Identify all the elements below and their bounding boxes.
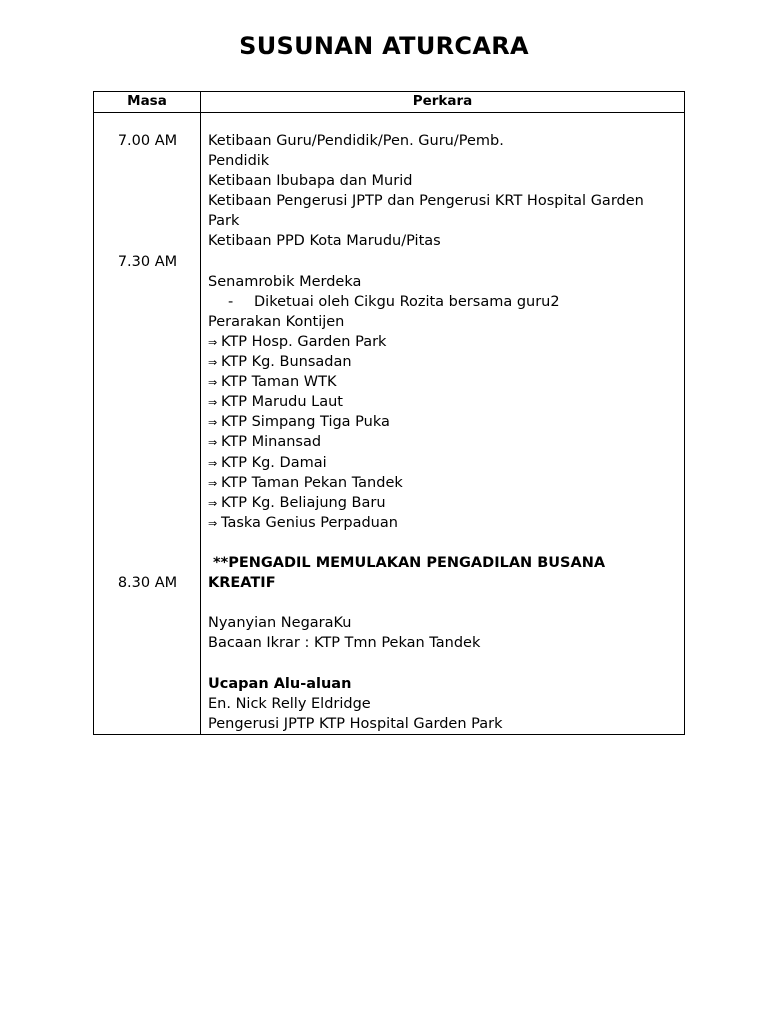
line-pendidik: Pendidik xyxy=(208,153,270,170)
line-ketibaan-pengerusi: Ketibaan Pengerusi JPTP dan Pengerusi KRT Hospital Garden xyxy=(208,193,644,210)
arrow-icon: ⇒ xyxy=(208,476,218,490)
time-7-30: 7.30 AM xyxy=(117,254,178,270)
arrow-icon: ⇒ xyxy=(208,496,218,510)
line-speaker-name: En. Nick Relly Eldridge xyxy=(208,695,371,712)
line-kreatif: KREATIF xyxy=(208,575,276,592)
line-ketibaan-ibubapa: Ketibaan Ibubapa dan Murid xyxy=(208,173,413,190)
schedule-row xyxy=(94,113,685,735)
arrow-icon: ⇒ xyxy=(208,376,218,390)
arrow-icon: ⇒ xyxy=(208,356,218,370)
line-senamrobik: Senamrobik Merdeka xyxy=(208,273,362,290)
kontijen-item: ⇒ KTP Kg. Beliajung Baru xyxy=(208,493,680,513)
blank-line xyxy=(208,252,680,272)
kontijen-item: ⇒ KTP Kg. Bunsadan xyxy=(208,352,680,372)
perkara-cell xyxy=(201,113,685,735)
kontijen-item: ⇒ KTP Taman Pekan Tandek xyxy=(208,473,680,493)
arrow-icon: ⇒ xyxy=(208,335,218,349)
masa-cell xyxy=(94,113,201,735)
arrow-icon: ⇒ xyxy=(208,396,218,410)
line-speaker-role: Pengerusi JPTP KTP Hospital Garden Park xyxy=(208,715,503,732)
kontijen-item: ⇒ KTP Simpang Tiga Puka xyxy=(208,412,680,432)
time-7-00: 7.00 AM xyxy=(117,133,178,149)
arrow-icon: ⇒ xyxy=(208,516,218,530)
diketuai-text: Diketuai oleh Cikgu Rozita bersama guru2 xyxy=(254,293,560,310)
blank-line xyxy=(208,653,680,673)
line-ucapan: Ucapan Alu-aluan xyxy=(208,675,352,692)
arrow-icon: ⇒ xyxy=(208,416,218,430)
blank-line xyxy=(208,533,680,553)
perkara-lines xyxy=(208,131,680,734)
blank-line xyxy=(208,593,680,613)
kontijen-item: ⇒ KTP Marudu Laut xyxy=(208,392,680,412)
schedule-table xyxy=(93,91,685,735)
line-ketibaan-guru: Ketibaan Guru/Pendidik/Pen. Guru/Pemb. xyxy=(208,133,504,149)
header-masa: Masa xyxy=(94,92,201,113)
kontijen-item: ⇒ KTP Minansad xyxy=(208,432,680,452)
arrow-icon: ⇒ xyxy=(208,436,218,450)
line-bacaan-ikrar: Bacaan Ikrar : KTP Tmn Pekan Tandek xyxy=(208,635,481,652)
page-title: SUSUNAN ATURCARA xyxy=(239,32,529,60)
header-perkara: Perkara xyxy=(201,92,685,113)
line-perarakan: Perarakan Kontijen xyxy=(208,313,345,330)
line-ketibaan-ppd: Ketibaan PPD Kota Marudu/Pitas xyxy=(208,233,441,250)
kontijen-item: ⇒ KTP Taman WTK xyxy=(208,372,680,392)
line-pengadil: **PENGADIL MEMULAKAN PENGADILAN BUSANA xyxy=(208,554,606,571)
kontijen-item: ⇒ Taska Genius Perpaduan xyxy=(208,513,680,533)
arrow-icon: ⇒ xyxy=(208,456,218,470)
time-8-30: 8.30 AM xyxy=(117,575,178,591)
dash-bullet: - xyxy=(228,293,234,310)
kontijen-item: ⇒ KTP Kg. Damai xyxy=(208,453,680,473)
line-park: Park xyxy=(208,213,240,230)
header-row xyxy=(94,92,685,113)
line-nyanyian: Nyanyian NegaraKu xyxy=(208,615,352,632)
kontijen-item: ⇒ KTP Hosp. Garden Park xyxy=(208,332,680,352)
line-diketuai xyxy=(208,292,680,312)
